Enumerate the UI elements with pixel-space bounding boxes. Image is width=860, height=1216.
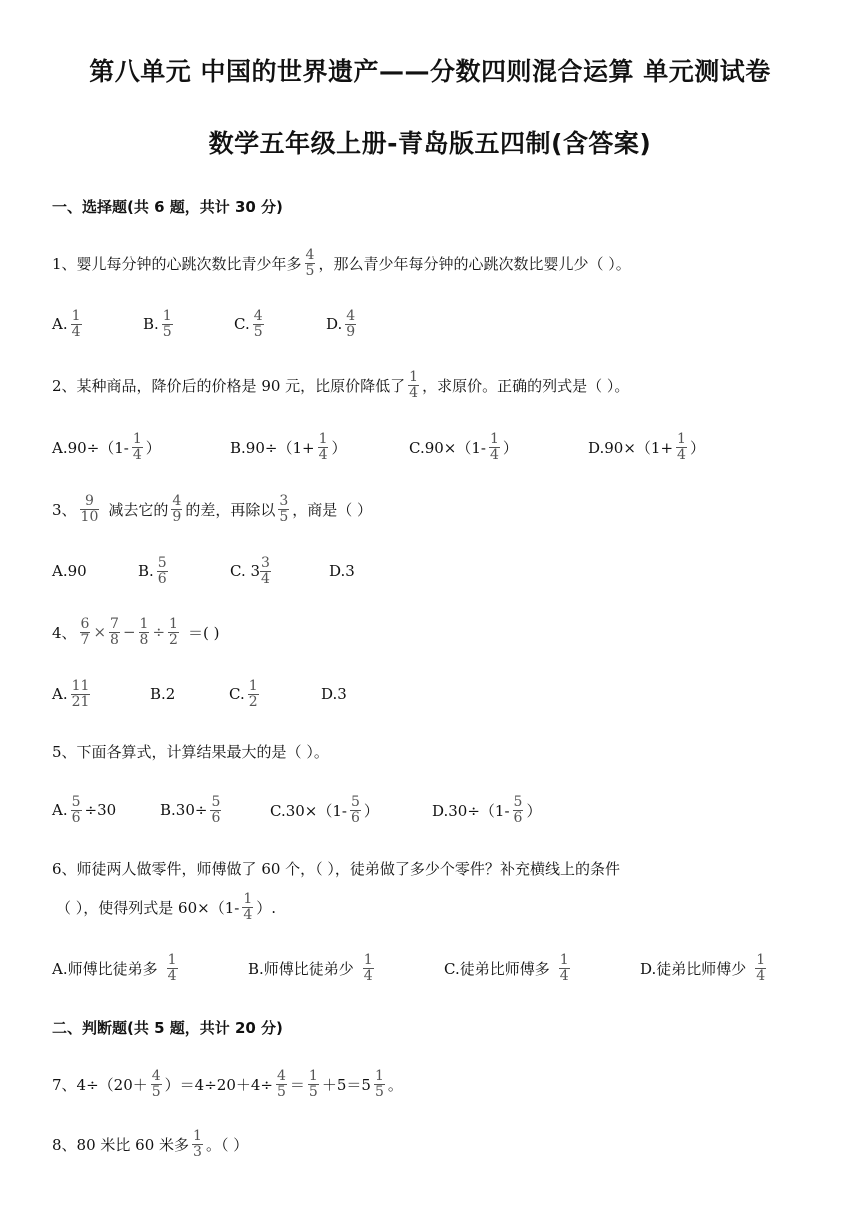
q2-option-a[interactable]: A.90÷（1- $\frac{1}{4}$ ）: [52, 430, 161, 463]
q4-option-d[interactable]: D.3: [321, 685, 347, 703]
fraction: $\frac{4}{5}$: [305, 246, 315, 279]
q1-option-a[interactable]: A. $\frac{1}{4}$: [52, 307, 81, 340]
q3-option-a[interactable]: A.90: [52, 562, 87, 580]
q1-option-d[interactable]: D. $\frac{4}{9}$: [326, 307, 356, 340]
q3-option-b[interactable]: B. $\frac{5}{6}$: [138, 554, 167, 587]
q6-option-a[interactable]: A.师傅比徒弟多 $\frac{1}{4}$: [52, 951, 177, 984]
q5-option-a[interactable]: A. $\frac{5}{6}$ ÷30: [52, 793, 117, 826]
q1-option-b[interactable]: B. $\frac{1}{5}$: [143, 307, 172, 340]
question-6: 6、师徒两人做零件，师傅做了 60 个，（ ），徒弟做了多少个零件？补充横线上的条件: [52, 859, 620, 878]
q4-option-a[interactable]: A. $\frac{11}{21}$: [52, 677, 90, 710]
question-6-line-2: （ ），使得列式是 60×（1- $\frac{1}{4}$ ）.: [56, 890, 277, 923]
question-8: 8、80 米比 60 米多 $\frac{1}{3}$ 。（ ）: [52, 1127, 249, 1160]
q5-option-c[interactable]: C.30×（1- $\frac{5}{6}$ ）: [270, 793, 379, 826]
q1-option-c[interactable]: C. $\frac{4}{5}$: [234, 307, 263, 340]
q6-option-c[interactable]: C.徒弟比师傅多 $\frac{1}{4}$: [444, 951, 569, 984]
section-heading-choice: 一、选择题(共 6 题，共计 30 分): [52, 198, 283, 216]
question-3: 3、 $\frac{9}{10}$ 减去它的 $\frac{4}{9}$ 的差，再除以 $\frac{3}{5}$ ，商是（ ）: [52, 492, 373, 525]
q5-option-d[interactable]: D.30÷（1- $\frac{5}{6}$ ）: [432, 793, 542, 826]
q2-option-d[interactable]: D.90×（1+ $\frac{1}{4}$ ）: [588, 430, 705, 463]
q6-option-d[interactable]: D.徒弟比师傅少 $\frac{1}{4}$: [640, 951, 766, 984]
question-7: 7、4÷（20＋ $\frac{4}{5}$ ）＝4÷20＋4÷ $\frac{4}{5}$ ＝ $\frac{1}{5}$ ＋5＝5 $\frac{1}{5}$ 。: [52, 1067, 403, 1100]
q3-option-d[interactable]: D.3: [329, 562, 355, 580]
section-heading-judgement: 二、判断题(共 5 题，共计 20 分): [52, 1019, 283, 1037]
q2-option-b[interactable]: B.90÷（1+ $\frac{1}{4}$ ）: [230, 430, 347, 463]
q4-option-b[interactable]: B.2: [150, 685, 176, 703]
q4-option-c[interactable]: C. $\frac{1}{2}$: [229, 677, 258, 710]
q6-option-b[interactable]: B.师傅比徒弟少 $\frac{1}{4}$: [248, 951, 373, 984]
q2-option-c[interactable]: C.90×（1- $\frac{1}{4}$ ）: [409, 430, 518, 463]
question-4: 4、 $\frac{6}{7}$ × $\frac{7}{8}$ − $\frac{1}{8}$ ÷ $\frac{1}{2}$ ＝( ): [52, 615, 220, 648]
question-2: 2、某种商品，降价后的价格是 90 元，比原价降低了 $\frac{1}{4}$ ，求原价。正确的列式是（ ）。: [52, 368, 630, 401]
question-1: 1、婴儿每分钟的心跳次数比青少年多 $\frac{4}{5}$ ，那么青少年每分钟的心跳次数比婴儿少（ ）。: [52, 246, 631, 279]
q3-option-c[interactable]: C. 3 $\frac{3}{4}$: [230, 554, 270, 587]
page-subtitle: 数学五年级上册-青岛版五四制(含答案): [208, 129, 652, 158]
page-title: 第八单元 中国的世界遗产——分数四则混合运算 单元测试卷: [89, 57, 771, 86]
question-5: 5、下面各算式，计算结果最大的是（ ）。: [52, 742, 329, 761]
q5-option-b[interactable]: B.30÷ $\frac{5}{6}$: [160, 793, 221, 826]
